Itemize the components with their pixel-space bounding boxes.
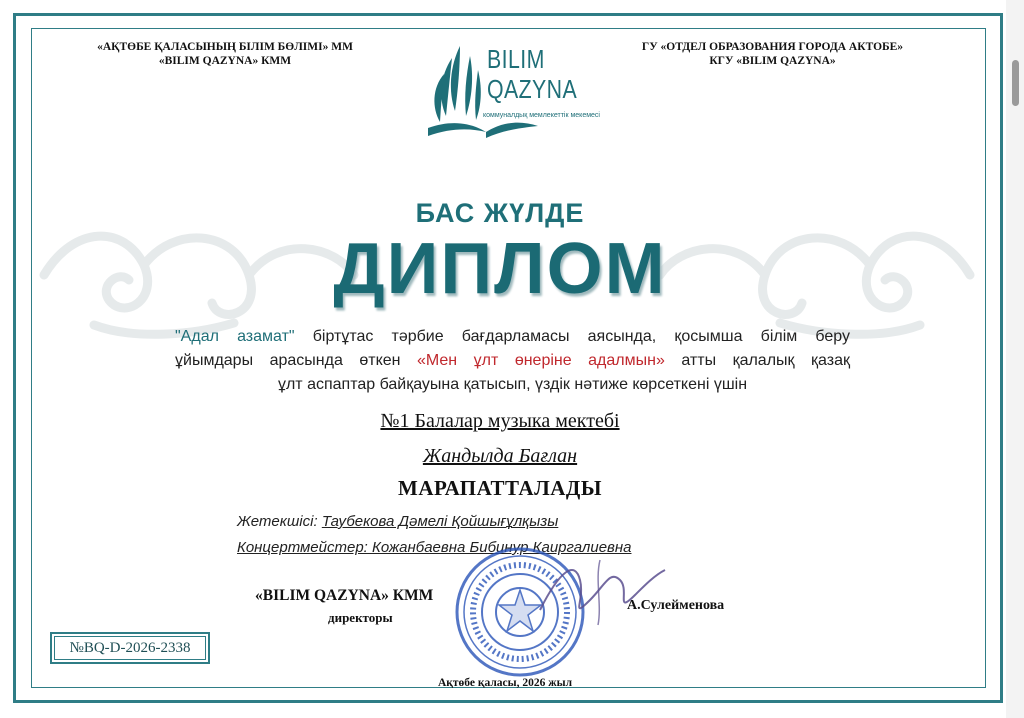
body-line-3: ұлт аспаптар байқауына қатысып, үздік нәтиже көрсеткені үшін: [277, 376, 748, 393]
mentor-line: [237, 513, 558, 530]
signature-org: «BILIM QAZYNA» КММ: [255, 587, 434, 604]
header-left-line1: «АҚТӨБЕ ҚАЛАСЫНЫҢ БІЛІМ БӨЛІМІ» ММ: [97, 41, 353, 53]
header-right-line2: КГУ «BILIM QAZYNA»: [709, 55, 836, 67]
diploma-title: ДИПЛОМ: [333, 229, 667, 309]
award-label: БАС ЖҮЛДЕ: [415, 198, 585, 228]
scrollbar[interactable]: [1006, 0, 1024, 718]
awarded-text: МАРАПАТТАЛАДЫ: [398, 476, 602, 500]
diploma-number-box: [50, 632, 210, 664]
signer-name: А.Сулейменова: [627, 598, 725, 613]
student-name: Жандылда Бағлан: [422, 445, 578, 467]
mentor-name: Таубекова Дәмелі Қойшығұлқызы: [321, 513, 559, 530]
diploma-number: №BQ-D-2026-2338: [54, 636, 206, 660]
city-year: Ақтөбе қаласы, 2026 жыл: [437, 677, 573, 689]
header-right-line1: ГУ «ОТДЕЛ ОБРАЗОВАНИЯ ГОРОДА АКТОБЕ»: [641, 41, 904, 53]
accompanist-text: Концертмейстер: Кожанбаевна Бибинур Каиргалиевна: [237, 539, 632, 556]
header-right: [600, 40, 945, 68]
contest-name: «Мен ұлт өнеріне адалмын»: [417, 352, 665, 369]
scrollbar-thumb[interactable]: [1012, 60, 1019, 106]
header-left-line2: «BILIM QAZYNA» КММ: [158, 55, 292, 67]
body-line-2-start: ұйымдары арасында өткен: [175, 352, 417, 369]
body-line-2-end: атты қалалық қазақ: [664, 352, 851, 369]
logo-line1: BILIM: [487, 44, 545, 74]
body-line-2: [175, 349, 850, 373]
program-name: "Адал азамат": [175, 328, 295, 345]
header-left: [60, 40, 390, 68]
mentor-label: Жетекшісі:: [237, 513, 318, 530]
diploma-body: [175, 325, 850, 397]
body-line-1: [175, 325, 850, 349]
logo-wordmark: [487, 44, 577, 104]
school-name: №1 Балалар музыка мектебі: [380, 410, 620, 432]
logo-subtitle: коммуналдық мемлекеттік мекемесі: [483, 112, 600, 119]
logo-line2: QAZYNA: [487, 74, 578, 104]
signature-role: директоры: [328, 610, 393, 625]
signature-icon: [530, 550, 670, 630]
body-line-1-rest: біртұтас тәрбие бағдарламасы аясында, қосымша білім беру: [294, 328, 850, 345]
